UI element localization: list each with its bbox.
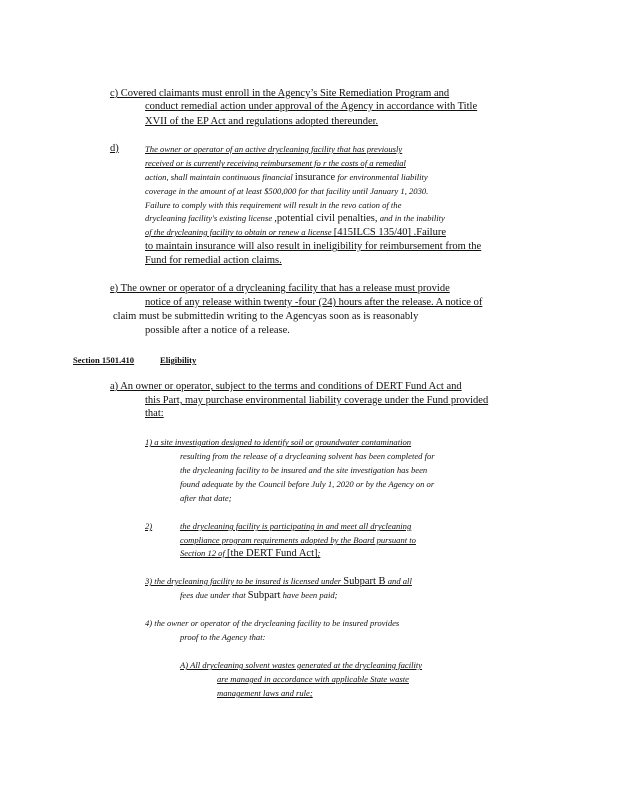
para-d-line-7 <box>145 227 446 238</box>
text: 3) the drycleaning facility to be insured is licensed under <box>145 576 342 586</box>
item-A-line-2: are managed in accordance with applicable State waste <box>217 674 409 684</box>
item-1-line-4: found adequate by the Council before July 1, 2020 or by the Agency on or <box>180 479 435 489</box>
item-4-line-1: 4) the owner or operator of the drycleaning facility to be insured provides <box>145 618 400 628</box>
item-3-line-1 <box>145 576 412 587</box>
para-d-line-9: Fund for remedial action claims. <box>145 255 282 266</box>
para-a-line-2: this Part, may purchase environmental liability coverage under the Fund provided <box>145 395 489 406</box>
para-e-line-4: possible after a notice of a release. <box>145 325 290 336</box>
para-d-line-1: The owner or operator of an active drycleaning facility that has previously <box>145 144 403 154</box>
item-2-line-1: the drycleaning facility is participating in and meet all drycleaning <box>180 521 412 531</box>
text: ; <box>317 548 321 558</box>
para-e-line-2: notice of any release within twenty -four (24) hours after the release. A notice of <box>145 297 483 308</box>
text: drycleaning facility's existing license <box>145 213 273 223</box>
para-a-line-1: a) An owner or operator, subject to the terms and conditions of DERT Fund Act and <box>110 381 462 392</box>
text: Section 12 of <box>180 548 225 558</box>
section-title: Eligibility <box>160 355 197 365</box>
para-e-line-1: e) The owner or operator of a drycleaning facility that has a release must provide <box>110 283 450 294</box>
item-2-line-3 <box>180 548 320 559</box>
text: action, shall maintain continuous financial <box>145 172 293 182</box>
para-d-line-3 <box>145 172 428 183</box>
para-d-line-6 <box>145 213 445 224</box>
item-2-label: 2) <box>145 521 153 531</box>
para-d-line-8: to maintain insurance will also result in ineligibility for reimbursement from the <box>145 241 482 252</box>
text: and in the inability <box>379 213 445 223</box>
text: Subpart B <box>343 576 386 587</box>
text: Subpart <box>247 590 281 601</box>
text: ,potential civil penalties, <box>274 213 378 224</box>
para-c-line-3: XVII of the EP Act and regulations adopted thereunder. <box>145 116 379 127</box>
para-d-line-4: coverage in the amount of at least $500,000 for that facility until January 1, 2030. <box>145 186 429 196</box>
text: [the DERT Fund Act] <box>227 548 318 559</box>
para-d-line-2: received or is currently receiving reimbursement fo r the costs of a remedial <box>145 158 406 168</box>
text: fees due under that <box>180 590 246 600</box>
section-number: Section 1501.410 <box>73 355 135 365</box>
para-e-line-3: claim must be submittedin writing to the Agencyas soon as is reasonably <box>113 311 419 322</box>
item-A-line-1: A) All drycleaning solvent wastes generated at the drycleaning facility <box>180 660 423 670</box>
item-A-line-3: management laws and rule; <box>217 688 313 698</box>
text: and all <box>387 576 412 586</box>
item-4-line-2: proof to the Agency that: <box>180 632 266 642</box>
para-c-line-1: c) Covered claimants must enroll in the Agency’s Site Remediation Program and <box>110 88 450 99</box>
text: [415ILCS 135/40] .Failure <box>333 227 446 238</box>
text: have been paid; <box>282 590 338 600</box>
item-1-line-1: 1) a site investigation designed to identify soil or groundwater contamination <box>145 437 412 447</box>
text: for environmental liability <box>337 172 428 182</box>
item-1-line-5: after that date; <box>180 493 232 503</box>
para-a-line-3: that: <box>145 408 164 419</box>
item-3-line-2 <box>180 590 338 601</box>
item-1-line-3: the drycleaning facility to be insured and the site investigation has been <box>180 465 428 475</box>
item-2-line-2: compliance program requirements adopted by the Board pursuant to <box>180 535 416 545</box>
text: insurance <box>294 172 336 183</box>
para-d-line-5: Failure to comply with this requirement will result in the revo cation of the <box>145 200 402 210</box>
text: of the drycleaning facility to obtain or renew a license <box>145 227 332 237</box>
para-d-label: d) <box>110 143 119 154</box>
para-c-line-2: conduct remedial action under approval of the Agency in accordance with Title <box>145 101 478 112</box>
item-1-line-2: resulting from the release of a drycleaning solvent has been completed for <box>180 451 435 461</box>
